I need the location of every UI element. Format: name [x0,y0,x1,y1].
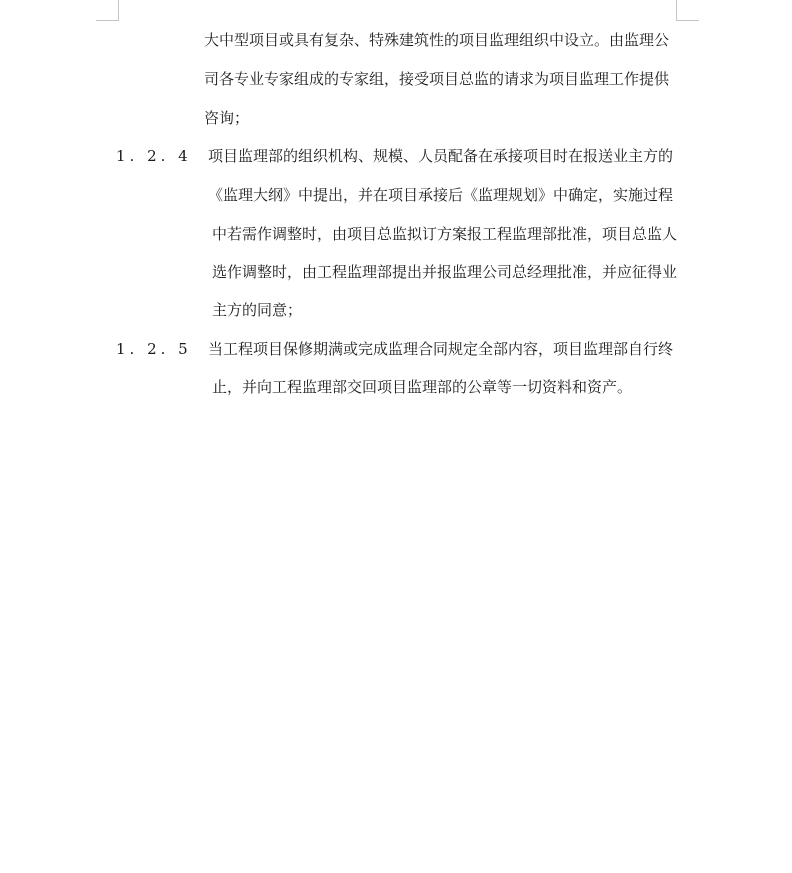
paragraph-line: 司各专业专家组成的专家组，接受项目总监的请求为项目监理工作提供 [204,70,670,88]
crop-mark-top-right [676,0,699,21]
paragraph-line: 选作调整时，由工程监理部提出并报监理公司总经理批准，并应征得业 [212,263,678,281]
paragraph-line: 止，并向工程监理部交回项目监理部的公章等一切资料和资产。 [212,378,633,396]
paragraph-line: 中若需作调整时，由项目总监拟订方案报工程监理部批准，项目总监人 [212,225,678,243]
item-number: 1. 2. 4 [116,147,192,165]
crop-mark-top-left [96,0,119,21]
paragraph-line: 《监理大纲》中提出，并在项目承接后《监理规划》中确定，实施过程 [208,186,674,204]
paragraph-line: 大中型项目或具有复杂、特殊建筑性的项目监理组织中设立。由监理公 [204,31,670,49]
paragraph-line: 咨询； [204,109,250,127]
paragraph-line: 项目监理部的组织机构、规模、人员配备在承接项目时在报送业主方的 [208,147,674,165]
paragraph-line: 当工程项目保修期满或完成监理合同规定全部内容，项目监理部自行终 [208,340,674,358]
item-number: 1. 2. 5 [116,340,192,358]
paragraph-line: 主方的同意； [212,301,303,319]
